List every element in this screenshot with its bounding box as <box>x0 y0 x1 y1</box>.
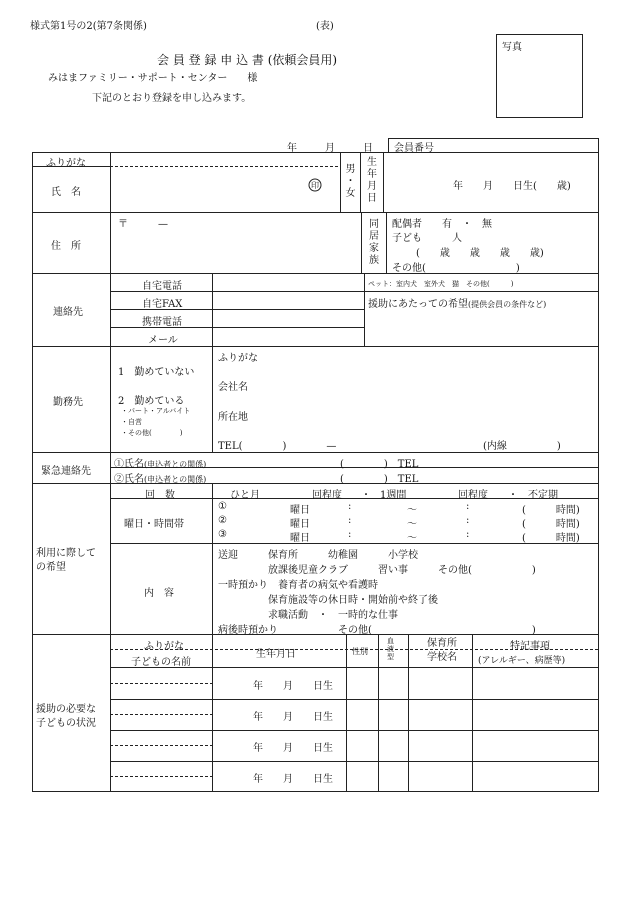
children-label: 援助の必要な 子どもの状況 <box>36 704 96 729</box>
gender-label: 男 ・ 女 <box>345 164 356 199</box>
children-ages: ( 歳 歳 歳 歳) <box>416 248 544 259</box>
work-company: 会社名 <box>218 382 248 393</box>
photo-label: 写真 <box>502 42 522 53</box>
time-row-3-hours: ( 時間) <box>522 533 580 544</box>
child-school-header: 保育所 学校名 <box>427 638 457 663</box>
time-row-1-no: ① <box>218 501 227 512</box>
wish-label: 援助にあたっての希望(提供会員の条件など) <box>368 299 547 310</box>
child-birth-2: 年 月 日生 <box>253 712 333 723</box>
time-row-2-tilde: 〜 <box>407 519 417 530</box>
time-row-1-a: : <box>348 501 352 512</box>
content-line-2: 放課後児童クラブ 習い事 その他( ) <box>218 565 536 576</box>
birth-label: 生 年 月 日 <box>367 157 377 204</box>
emergency-row-2: ②氏名(申込者との関係) <box>114 474 207 485</box>
count-per-2: 回程度 <box>458 490 488 501</box>
time-row-2-no: ② <box>218 515 227 526</box>
content-line-1: 送迎 保育所 幼稚園 小学校 <box>218 550 418 561</box>
form-number: 様式第1号の2(第7条関係) <box>30 21 147 32</box>
work-tel: TEL( ) — <box>218 441 337 452</box>
content-line-6: 病後時預かり その他( ) <box>218 625 536 636</box>
emergency-tel-2: ( ) TEL <box>340 474 419 485</box>
postal-code: 〒 — <box>118 219 168 230</box>
spouse-row: 配偶者 有 ・ 無 <box>392 219 492 230</box>
date-month: 月 <box>325 143 335 154</box>
time-row-1-day: 曜日 <box>290 505 310 516</box>
date-year: 年 <box>287 143 297 154</box>
contact-mobile: 携帯電話 <box>142 317 182 328</box>
work-sub-self: ・自営 <box>121 418 142 426</box>
work-furigana: ふりがな <box>218 353 258 364</box>
time-row-2-hours: ( 時間) <box>522 519 580 530</box>
count-label: 回 数 <box>145 490 175 501</box>
household-other: その他( ) <box>392 263 520 274</box>
work-opt-none: 1 勤めていない <box>118 367 195 378</box>
contact-email: メール <box>148 335 178 346</box>
emergency-tel-1: ( ) TEL <box>340 459 419 470</box>
date-day: 日 <box>363 143 373 154</box>
time-row-3-a: : <box>348 529 352 540</box>
household-label: 同 居 家 族 <box>369 219 379 266</box>
count-dot-2: ・ <box>508 490 518 501</box>
emergency-row-1: ①氏名(申込者との関係) <box>114 459 207 470</box>
time-row-2-a: : <box>348 515 352 526</box>
work-label: 勤務先 <box>53 397 83 408</box>
child-birth-3: 年 月 日生 <box>253 743 333 754</box>
birth-value: 年 月 日生( 歳) <box>453 181 571 192</box>
child-birth-4: 年 月 日生 <box>253 774 333 785</box>
work-ext: (内線 ) <box>483 441 561 452</box>
time-row-3-tilde: 〜 <box>407 533 417 544</box>
time-row-1-hours: ( 時間) <box>522 505 580 516</box>
content-label: 内 容 <box>144 588 174 599</box>
child-sex-header: 性別 <box>352 647 368 656</box>
addressee: みはまファミリー・サポート・センター 様 <box>48 73 258 84</box>
seal-mark: 印 <box>311 181 319 190</box>
child-notes-sub: (アレルギー、病歴等) <box>478 656 566 666</box>
address-label: 住 所 <box>51 241 81 252</box>
child-furigana-header: ふりがな <box>144 641 184 652</box>
count-irregular: 不定期 <box>528 490 558 501</box>
count-per-1: 回程度 <box>312 490 342 501</box>
time-row-1-tilde: 〜 <box>407 505 417 516</box>
contact-home-fax: 自宅FAX <box>142 299 183 310</box>
work-opt-employed: 2 勤めている <box>118 396 185 407</box>
count-month: ひと月 <box>230 490 260 501</box>
emergency-label: 緊急連絡先 <box>41 466 91 477</box>
furigana-label: ふりがな <box>46 158 86 169</box>
time-row-3-no: ③ <box>218 529 227 540</box>
child-notes-header: 特記事項 <box>510 641 550 652</box>
contact-home-phone: 自宅電話 <box>142 281 182 292</box>
time-label: 曜日・時間帯 <box>124 519 184 530</box>
time-row-3-b: : <box>466 529 470 540</box>
name-label: 氏 名 <box>51 187 81 198</box>
child-birth-header: 生年月日 <box>256 649 296 660</box>
content-line-4: 保育施設等の休日時・開始前や終了後 <box>218 595 438 606</box>
child-birth-1: 年 月 日生 <box>253 681 333 692</box>
pets-row: ペット：室内犬 室外犬 猫 その他( ) <box>368 280 514 288</box>
time-row-3-day: 曜日 <box>290 533 310 544</box>
work-sub-part: ・パート・アルバイト <box>121 407 191 415</box>
work-sub-other: ・その他( ) <box>121 429 183 437</box>
time-row-2-day: 曜日 <box>290 519 310 530</box>
child-name-header: 子どもの名前 <box>131 657 191 668</box>
time-row-2-b: : <box>466 515 470 526</box>
page-title: 会 員 登 録 申 込 書 (依頼会員用) <box>157 53 338 67</box>
intro-text: 下記のとおり登録を申し込みます。 <box>92 93 252 104</box>
count-week: 1週間 <box>380 490 407 501</box>
form-side: (表) <box>316 21 334 32</box>
member-no-label: 会員番号 <box>394 143 434 154</box>
children-count: 子ども 人 <box>392 233 462 244</box>
child-blood-header: 血液型 <box>387 637 394 661</box>
contact-label: 連絡先 <box>53 307 83 318</box>
content-line-3: 一時預かり 養育者の病気や看護時 <box>218 580 378 591</box>
work-location: 所在地 <box>218 412 248 423</box>
count-dot-1: ・ <box>361 490 371 501</box>
usage-label: 利用に際して の希望 <box>36 548 96 573</box>
content-line-5: 求職活動 ・ 一時的な仕事 <box>218 610 398 621</box>
time-row-1-b: : <box>466 501 470 512</box>
